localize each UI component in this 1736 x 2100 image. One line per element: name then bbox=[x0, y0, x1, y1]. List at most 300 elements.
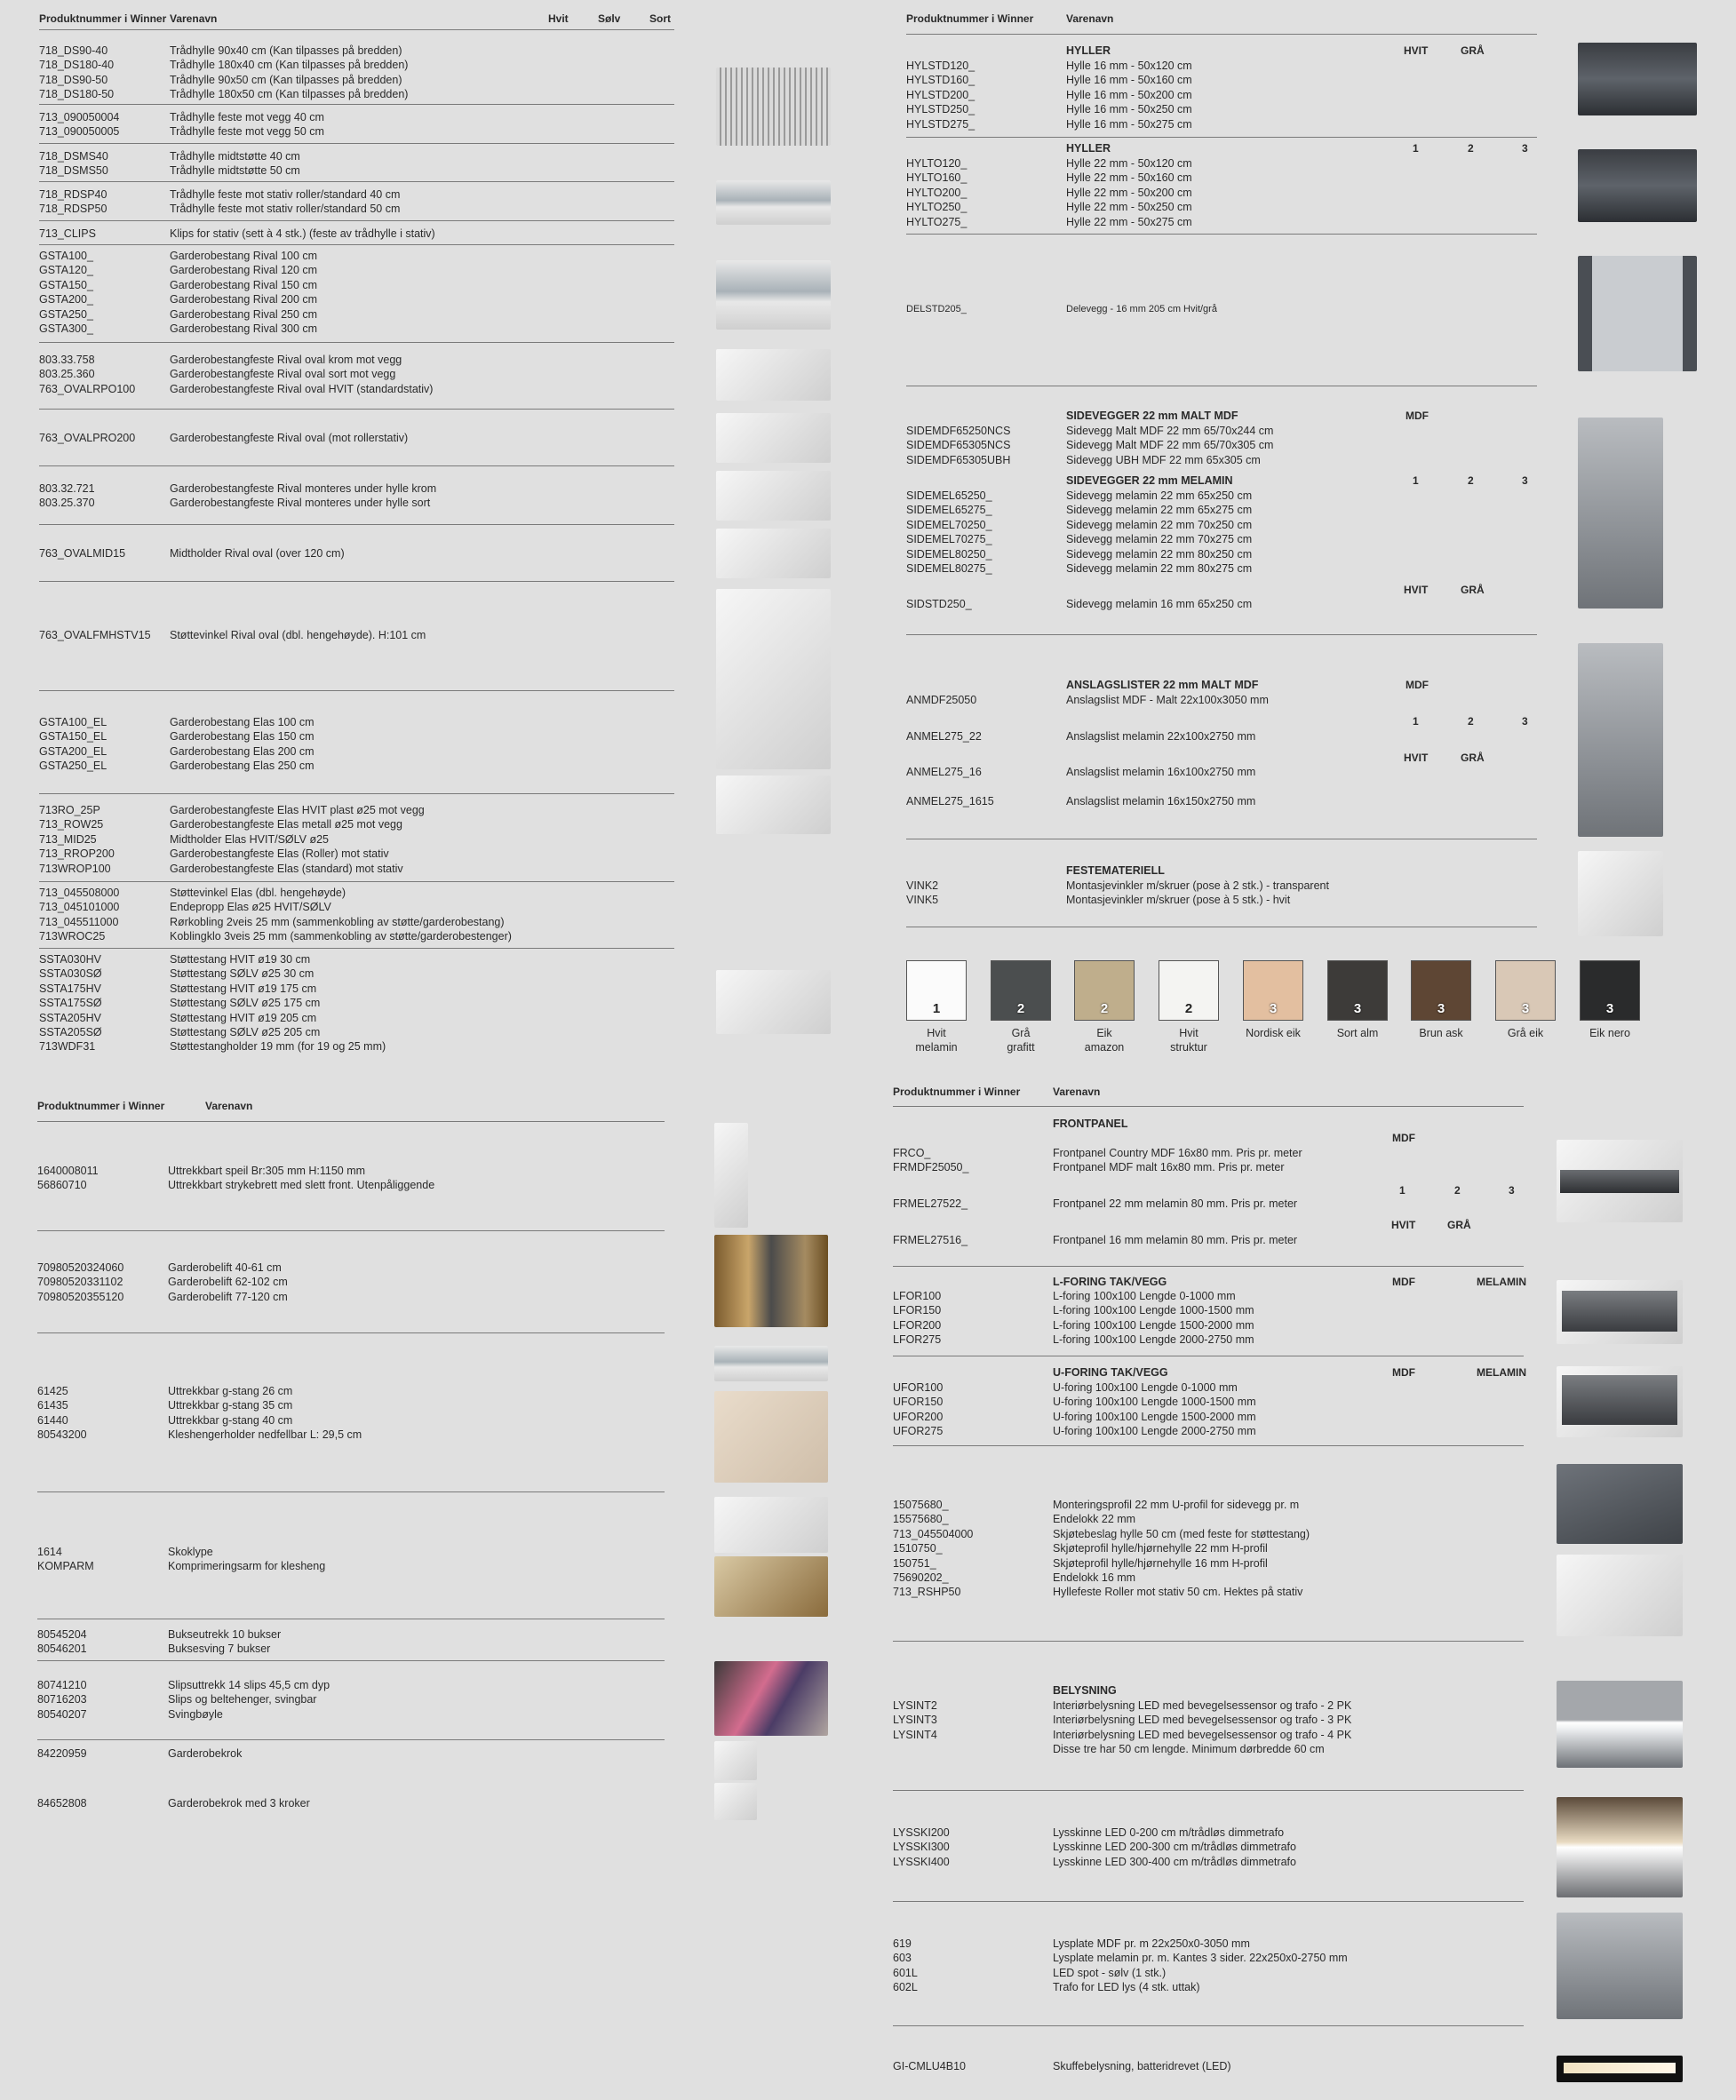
product-code: ANMDF25050 bbox=[906, 694, 977, 706]
product-code: 718_DS90-50 bbox=[39, 73, 108, 86]
product-row bbox=[37, 1707, 665, 1722]
group-rule bbox=[39, 948, 674, 949]
product-row bbox=[39, 149, 674, 163]
color-swatch bbox=[1580, 960, 1640, 1021]
product-row bbox=[906, 424, 1537, 438]
product-name: Støttevinkel Elas (dbl. hengehøyde) bbox=[170, 887, 346, 899]
product-name: Interiørbelysning LED med bevegelsessensor og trafo - 4 PK bbox=[1053, 1728, 1352, 1741]
swatch-group-number: 2 bbox=[1184, 1001, 1193, 1016]
product-row bbox=[37, 1413, 665, 1428]
product-row bbox=[39, 862, 674, 876]
product-name: Sidevegg melamin 22 mm 65x250 cm bbox=[1066, 489, 1253, 502]
product-group bbox=[893, 1826, 1524, 1869]
product-code: HYLSTD160_ bbox=[906, 74, 976, 87]
product-name: Sidevegg melamin 22 mm 70x275 cm bbox=[1066, 533, 1253, 546]
product-name: Støttestang HVIT ø19 30 cm bbox=[170, 953, 311, 966]
product-group bbox=[39, 44, 674, 102]
product-row bbox=[893, 1742, 1524, 1756]
product-row bbox=[893, 1556, 1524, 1571]
product-row bbox=[37, 1384, 665, 1398]
product-code: SIDEMEL70275_ bbox=[906, 533, 992, 546]
product-row bbox=[906, 893, 1537, 907]
group-rule bbox=[39, 181, 674, 182]
swatch-label-line2: amazon bbox=[1084, 1041, 1125, 1054]
end-cap-photo bbox=[1557, 1555, 1683, 1636]
product-code: 713_045504000 bbox=[893, 1527, 974, 1540]
product-row bbox=[39, 729, 674, 744]
product-name: Sidevegg UBH MDF 22 mm 65x305 cm bbox=[1066, 453, 1261, 466]
product-name: Garderobestangfeste Elas (Roller) mot stativ bbox=[170, 847, 389, 861]
section-title-frontpanel: FRONTPANEL bbox=[1053, 1118, 1128, 1130]
product-name: Hylle 16 mm - 50x275 cm bbox=[1066, 117, 1192, 131]
product-row bbox=[906, 200, 1537, 214]
product-group bbox=[39, 249, 674, 336]
product-row bbox=[893, 1585, 1524, 1599]
product-group bbox=[39, 110, 674, 139]
product-row bbox=[906, 765, 1537, 779]
product-code: 713_RSHP50 bbox=[893, 1586, 961, 1599]
material-label-mdf: MDF bbox=[1406, 410, 1429, 422]
product-name: Garderobestang Rival 150 cm bbox=[170, 278, 318, 291]
product-name: Skuffebelysning, batteridrevet (LED) bbox=[1053, 2060, 1231, 2072]
product-group bbox=[39, 546, 674, 561]
product-row bbox=[39, 982, 674, 996]
col-header-name: Varenavn bbox=[170, 12, 218, 25]
product-name: Endepropp Elas ø25 HVIT/SØLV bbox=[170, 901, 331, 914]
product-row bbox=[39, 227, 674, 241]
product-name: Monteringsprofil 22 mm U-profil for sidevegg pr. m bbox=[1053, 1499, 1300, 1511]
section-title-festemateriell: FESTEMATERIELL bbox=[1066, 864, 1165, 877]
product-group bbox=[39, 628, 674, 642]
product-group bbox=[37, 1384, 665, 1443]
product-code: 713RO_25P bbox=[39, 804, 100, 816]
product-code: SIDEMDF65305NCS bbox=[906, 439, 1011, 452]
product-name: Anslagslist melamin 22x100x2750 mm bbox=[1066, 730, 1256, 743]
product-name: Støttestang SØLV ø25 175 cm bbox=[170, 997, 321, 1010]
product-code: HYLTO250_ bbox=[906, 201, 968, 214]
product-row bbox=[39, 202, 674, 216]
product-name: U-foring 100x100 Lengde 2000-2750 mm bbox=[1053, 1425, 1256, 1438]
product-name: Garderobelift 40-61 cm bbox=[168, 1261, 282, 1274]
pullout-mirror-photo bbox=[714, 1123, 748, 1228]
swatch-label bbox=[976, 1026, 1065, 1054]
group-rule bbox=[893, 2025, 1524, 2026]
product-code: HYLTO160_ bbox=[906, 171, 968, 185]
product-group bbox=[893, 1498, 1524, 1600]
roller-holder-photo bbox=[716, 413, 831, 463]
pullout-rail-photo bbox=[714, 1346, 828, 1381]
product-row bbox=[893, 1826, 1524, 1840]
product-row bbox=[39, 1011, 674, 1025]
product-name: Garderobekrok bbox=[168, 1747, 243, 1760]
product-row bbox=[39, 496, 674, 510]
product-row bbox=[39, 110, 674, 124]
product-group bbox=[39, 952, 674, 1054]
color-group-3: 3 bbox=[1509, 1184, 1515, 1197]
product-code: SSTA030HV bbox=[39, 953, 101, 966]
product-row bbox=[39, 715, 674, 729]
material-label-mdf: MDF bbox=[1392, 1132, 1415, 1144]
section-title-hyller: HYLLER bbox=[1066, 142, 1111, 155]
product-code: 718_RDSP40 bbox=[39, 188, 108, 201]
color-group-3: 3 bbox=[1522, 474, 1528, 487]
color-swatch bbox=[906, 960, 967, 1021]
product-name: Garderobestang Rival 100 cm bbox=[170, 250, 318, 262]
product-code: LFOR275 bbox=[893, 1333, 942, 1347]
product-code: 713WROP100 bbox=[39, 862, 111, 875]
product-row bbox=[906, 215, 1537, 229]
product-code: SIDEMEL70250_ bbox=[906, 518, 992, 531]
group-rule bbox=[893, 1445, 1524, 1446]
product-name: Bukseutrekk 10 bukser bbox=[168, 1628, 282, 1641]
swatch-group-number: 3 bbox=[1521, 1001, 1530, 1016]
product-group bbox=[39, 227, 674, 241]
swatch-label bbox=[1313, 1026, 1402, 1040]
product-name: Garderobelift 77-120 cm bbox=[168, 1290, 288, 1303]
stop-strip-photo bbox=[1578, 643, 1663, 837]
group-rule bbox=[906, 634, 1537, 635]
product-code: HYLSTD200_ bbox=[906, 88, 976, 101]
product-code: GSTA300_ bbox=[39, 322, 93, 336]
group-rule bbox=[37, 1230, 665, 1231]
product-row bbox=[39, 278, 674, 292]
product-code: 718_DS90-40 bbox=[39, 44, 108, 57]
product-row bbox=[893, 1840, 1524, 1854]
product-row bbox=[39, 744, 674, 759]
product-name: Midtholder Rival oval (over 120 cm) bbox=[170, 547, 345, 560]
product-group bbox=[37, 1545, 665, 1574]
product-group bbox=[37, 1796, 665, 1810]
product-code: FRCO_ bbox=[893, 1147, 931, 1159]
product-row bbox=[39, 382, 674, 396]
product-row bbox=[39, 307, 674, 322]
product-code: 718_DSMS40 bbox=[39, 150, 108, 163]
product-group bbox=[39, 886, 674, 944]
product-name: Garderobestangfeste Rival monteres under hylle krom bbox=[170, 482, 437, 495]
l-profile-photo bbox=[1557, 1280, 1683, 1344]
product-code: 713_CLIPS bbox=[39, 227, 96, 240]
swatch-label-line2: grafitt bbox=[1007, 1041, 1035, 1054]
product-code: 84652808 bbox=[37, 1797, 87, 1810]
group-rule bbox=[906, 234, 1537, 235]
product-row bbox=[893, 1698, 1524, 1713]
color-swatch bbox=[991, 960, 1051, 1021]
product-row bbox=[906, 88, 1537, 102]
product-name: Trådhylle midtstøtte 40 cm bbox=[170, 150, 300, 163]
swatch-label-line1: Sort alm bbox=[1336, 1027, 1379, 1039]
product-row bbox=[893, 1512, 1524, 1526]
product-row bbox=[893, 1160, 1524, 1174]
color-label-gra: GRÅ bbox=[1461, 44, 1485, 57]
product-code: 1640008011 bbox=[37, 1165, 99, 1177]
col-header-solv: Sølv bbox=[598, 12, 621, 25]
product-group bbox=[37, 1627, 665, 1657]
product-name: Skoklype bbox=[168, 1546, 213, 1558]
product-code: GSTA150_ bbox=[39, 278, 93, 291]
swatch-label bbox=[1144, 1026, 1233, 1054]
product-name: Garderobestang Elas 100 cm bbox=[170, 716, 315, 728]
product-name: Garderobestangfeste Rival oval krom mot vegg bbox=[170, 354, 402, 366]
product-code: 718_RDSP50 bbox=[39, 203, 108, 216]
product-row bbox=[893, 1855, 1524, 1869]
product-row bbox=[39, 353, 674, 367]
product-name: Lysplate melamin pr. m. Kantes 3 sider. 22x250x0-2750 mm bbox=[1053, 1952, 1348, 1965]
swatch-group-number: 3 bbox=[1437, 1001, 1445, 1016]
product-code: ANMEL275_16 bbox=[906, 766, 982, 778]
product-code: FRMEL27516_ bbox=[893, 1234, 968, 1246]
product-row bbox=[39, 996, 674, 1010]
mid-holder-photo bbox=[716, 529, 831, 578]
product-row bbox=[906, 171, 1537, 185]
product-code: LFOR150 bbox=[893, 1304, 942, 1317]
product-code: 61440 bbox=[37, 1413, 68, 1427]
product-name: Garderobestangfeste Elas metall ø25 mot vegg bbox=[170, 818, 402, 831]
product-name: Hylle 16 mm - 50x160 cm bbox=[1066, 74, 1192, 87]
product-name: Trafo for LED lys (4 stk. uttak) bbox=[1053, 1981, 1200, 1994]
product-row bbox=[39, 759, 674, 773]
shelf-bracket-photo bbox=[716, 180, 831, 225]
product-row bbox=[906, 729, 1537, 744]
color-label-hvit: HVIT bbox=[1404, 584, 1429, 596]
product-row bbox=[39, 966, 674, 981]
product-name: Uttrekkbart speil Br:305 mm H:1150 mm bbox=[168, 1165, 366, 1177]
product-name: L-foring 100x100 Lengde 0-1000 mm bbox=[1053, 1290, 1236, 1302]
swatch-label bbox=[1060, 1026, 1149, 1054]
side-wall-photo bbox=[1578, 418, 1663, 609]
product-name: Garderobestangfeste Elas HVIT plast ø25 mot vegg bbox=[170, 804, 425, 816]
product-name: L-foring 100x100 Lengde 2000-2750 mm bbox=[1053, 1333, 1254, 1347]
product-name: Hyllefeste Roller mot stativ 50 cm. Hektes på stativ bbox=[1053, 1586, 1303, 1599]
product-row bbox=[893, 1713, 1524, 1727]
col-header-code: Produktnummer i Winner bbox=[893, 1086, 1021, 1098]
product-code: 80543200 bbox=[37, 1428, 87, 1442]
group-rule bbox=[39, 342, 674, 343]
product-code: GSTA120_ bbox=[39, 264, 93, 277]
material-label-mdf: MDF bbox=[1392, 1276, 1415, 1288]
product-row bbox=[37, 1678, 665, 1692]
product-code: LYSINT4 bbox=[893, 1728, 937, 1741]
shoe-clip-photo bbox=[714, 1497, 828, 1553]
col-header-hvit: Hvit bbox=[548, 12, 569, 25]
product-code: 718_DS180-50 bbox=[39, 88, 115, 101]
group-rule bbox=[39, 465, 674, 466]
product-name: Montasjevinkler m/skruer (pose à 2 stk.) - transparent bbox=[1066, 879, 1329, 892]
product-name: Trådhylle midtstøtte 50 cm bbox=[170, 164, 300, 178]
product-code: 56860710 bbox=[37, 1179, 87, 1192]
product-code: SSTA205SØ bbox=[39, 1026, 102, 1039]
partition-wall-photo bbox=[1578, 256, 1697, 371]
product-name: Delevegg - 16 mm 205 cm Hvit/grå bbox=[1066, 304, 1217, 314]
product-name: Hylle 22 mm - 50x120 cm bbox=[1066, 157, 1192, 170]
light-rail-photo bbox=[1557, 1797, 1683, 1897]
product-row bbox=[37, 1275, 665, 1289]
product-row bbox=[39, 124, 674, 139]
product-name: LED spot - sølv (1 stk.) bbox=[1053, 1966, 1167, 1979]
product-row bbox=[37, 1428, 665, 1442]
product-row bbox=[893, 2059, 1524, 2073]
col-header-code: Produktnummer i Winner bbox=[906, 12, 1034, 25]
product-code: 713_045511000 bbox=[39, 915, 119, 928]
product-row bbox=[39, 803, 674, 817]
swatch-label-line1: Nordisk eik bbox=[1246, 1027, 1301, 1039]
swatch-label-line1: Eik bbox=[1096, 1027, 1112, 1039]
product-code: 80546201 bbox=[37, 1643, 87, 1656]
color-swatch bbox=[1411, 960, 1471, 1021]
product-code: HYLSTD250_ bbox=[906, 103, 976, 116]
swatch-label-line1: Grå bbox=[1011, 1027, 1031, 1039]
section-title-belysning: BELYSNING bbox=[1053, 1684, 1117, 1697]
product-name: Svingbøyle bbox=[168, 1707, 223, 1721]
shelf-22mm-photo bbox=[1578, 149, 1697, 222]
product-name: Garderobestangfeste Rival monteres under hylle sort bbox=[170, 497, 431, 510]
product-code: 713WDF31 bbox=[39, 1040, 96, 1054]
product-code: 763_OVALMID15 bbox=[39, 547, 126, 560]
product-code: 15075680_ bbox=[893, 1499, 949, 1511]
product-row bbox=[37, 1164, 665, 1178]
product-row bbox=[906, 59, 1537, 73]
product-row bbox=[39, 1039, 674, 1054]
product-name: Anslagslist melamin 16x100x2750 mm bbox=[1066, 766, 1256, 778]
product-code: KOMPARM bbox=[37, 1560, 94, 1573]
color-label-gra: GRÅ bbox=[1461, 584, 1485, 596]
support-angle-photo bbox=[716, 589, 831, 769]
product-name: Støttestang SØLV ø25 205 cm bbox=[170, 1026, 321, 1039]
product-name: Trådhylle 180x50 cm (Kan tilpasses på bredden) bbox=[170, 88, 409, 101]
product-row bbox=[37, 1290, 665, 1304]
product-row bbox=[906, 186, 1537, 200]
product-name: U-foring 100x100 Lengde 1500-2000 mm bbox=[1053, 1410, 1256, 1423]
shelf-16mm-photo bbox=[1578, 43, 1697, 115]
section-title-lforing: L-FORING TAK/VEGG bbox=[1053, 1276, 1167, 1288]
product-name: Trådhylle feste mot stativ roller/standard 50 cm bbox=[170, 203, 401, 216]
product-name: Montasjevinkler m/skruer (pose à 5 stk.) - hvit bbox=[1066, 894, 1291, 907]
product-name: Støttestang HVIT ø19 175 cm bbox=[170, 982, 317, 995]
color-label-gra: GRÅ bbox=[1461, 752, 1485, 764]
product-row bbox=[39, 1025, 674, 1039]
material-label-melamin: MELAMIN bbox=[1477, 1366, 1526, 1379]
product-group bbox=[39, 149, 674, 179]
product-code: VINK5 bbox=[906, 894, 939, 907]
product-code: 803.33.758 bbox=[39, 354, 95, 366]
product-name: Sidevegg Malt MDF 22 mm 65/70x305 cm bbox=[1066, 439, 1274, 452]
group-rule bbox=[39, 143, 674, 144]
group-rule bbox=[39, 409, 674, 410]
product-name: Lysskinne LED 200-300 cm m/trådløs dimmetrafo bbox=[1053, 1841, 1296, 1854]
product-row bbox=[37, 1178, 665, 1192]
u-profile-photo bbox=[1557, 1366, 1683, 1437]
product-row bbox=[906, 156, 1537, 171]
product-row bbox=[39, 263, 674, 277]
product-row bbox=[893, 1951, 1524, 1965]
product-row bbox=[37, 1261, 665, 1275]
product-name: Garderobestangfeste Elas (standard) mot stativ bbox=[170, 862, 403, 875]
col-header-name: Varenavn bbox=[205, 1100, 253, 1112]
product-code: 713_ROW25 bbox=[39, 818, 104, 831]
header-rule bbox=[39, 29, 674, 30]
product-group bbox=[39, 353, 674, 396]
group-rule bbox=[39, 220, 674, 221]
color-group-2: 2 bbox=[1454, 1184, 1461, 1197]
product-name: Frontpanel 16 mm melamin 80 mm. Pris pr. meter bbox=[1053, 1234, 1298, 1246]
group-rule bbox=[39, 690, 674, 691]
product-row bbox=[39, 44, 674, 58]
color-group-3: 3 bbox=[1522, 715, 1528, 728]
product-row bbox=[39, 187, 674, 202]
product-row bbox=[906, 438, 1537, 452]
product-name: Garderobestang Elas 250 cm bbox=[170, 760, 315, 773]
product-row bbox=[37, 1746, 665, 1761]
product-code: UFOR100 bbox=[893, 1381, 944, 1394]
product-code: 713_RROP200 bbox=[39, 847, 115, 861]
product-name: Buksesving 7 bukser bbox=[168, 1643, 271, 1656]
product-row bbox=[39, 292, 674, 306]
product-row bbox=[39, 249, 674, 263]
product-code: SSTA205HV bbox=[39, 1011, 101, 1024]
product-row bbox=[893, 1498, 1524, 1512]
product-code: LFOR200 bbox=[893, 1318, 942, 1332]
product-name: Interiørbelysning LED med bevegelsessensor og trafo - 3 PK bbox=[1053, 1714, 1352, 1727]
product-row bbox=[893, 1410, 1524, 1424]
product-code: 763_OVALFMHSTV15 bbox=[39, 629, 151, 641]
group-rule bbox=[37, 1491, 665, 1492]
product-code: 713_045508000 bbox=[39, 887, 120, 899]
product-group bbox=[39, 803, 674, 876]
product-row bbox=[906, 532, 1537, 546]
wardrobe-lift-photo bbox=[714, 1235, 828, 1327]
product-name: Anslagslist melamin 16x150x2750 mm bbox=[1066, 795, 1256, 807]
product-name: Midtholder Elas HVIT/SØLV ø25 bbox=[170, 832, 330, 846]
group-rule bbox=[893, 1641, 1524, 1642]
product-code: 718_DS180-40 bbox=[39, 59, 115, 72]
group-rule bbox=[39, 104, 674, 105]
swatch-label-line1: Hvit bbox=[1179, 1027, 1198, 1039]
product-code: FRMEL27522_ bbox=[893, 1197, 968, 1210]
product-name: Støttevinkel Rival oval (dbl. hengehøyde). H:101 cm bbox=[170, 629, 426, 641]
product-name: Garderobestangfeste Rival oval HVIT (standardstativ) bbox=[170, 382, 434, 395]
group-rule bbox=[39, 793, 674, 794]
group-rule bbox=[37, 1739, 665, 1740]
product-name: Endelokk 22 mm bbox=[1053, 1513, 1136, 1526]
product-code: 803.25.370 bbox=[39, 497, 95, 510]
interior-light-photo bbox=[1557, 1681, 1683, 1768]
product-name: Hylle 16 mm - 50x120 cm bbox=[1066, 60, 1192, 72]
product-row bbox=[906, 302, 1537, 316]
product-row bbox=[906, 597, 1537, 611]
product-row bbox=[39, 832, 674, 847]
product-row bbox=[893, 1937, 1524, 1951]
product-row bbox=[906, 879, 1537, 893]
product-group bbox=[906, 424, 1537, 467]
col-header-code: Produktnummer i Winner bbox=[37, 1100, 165, 1112]
wardrobe-rail-photo bbox=[716, 260, 831, 330]
product-name: Slipsuttrekk 14 slips 45,5 cm dyp bbox=[168, 1679, 330, 1691]
product-code: 803.25.360 bbox=[39, 368, 95, 381]
group-rule bbox=[39, 524, 674, 525]
product-row bbox=[39, 900, 674, 914]
product-row bbox=[39, 322, 674, 336]
product-name: U-foring 100x100 Lengde 1000-1500 mm bbox=[1053, 1396, 1256, 1409]
front-panel-photo bbox=[1557, 1140, 1683, 1222]
product-code: 1510750_ bbox=[893, 1542, 943, 1555]
product-row bbox=[893, 1303, 1524, 1317]
col-header-name: Varenavn bbox=[1053, 1086, 1101, 1098]
product-row bbox=[39, 628, 674, 642]
swatch-label bbox=[1229, 1026, 1318, 1040]
product-name: Garderobestangfeste Rival oval (mot rollerstativ) bbox=[170, 432, 409, 444]
swatch-label-line1: Grå eik bbox=[1507, 1027, 1544, 1039]
product-name: Interiørbelysning LED med bevegelsessensor og trafo - 2 PK bbox=[1053, 1699, 1352, 1712]
product-code: HYLTO275_ bbox=[906, 215, 968, 228]
